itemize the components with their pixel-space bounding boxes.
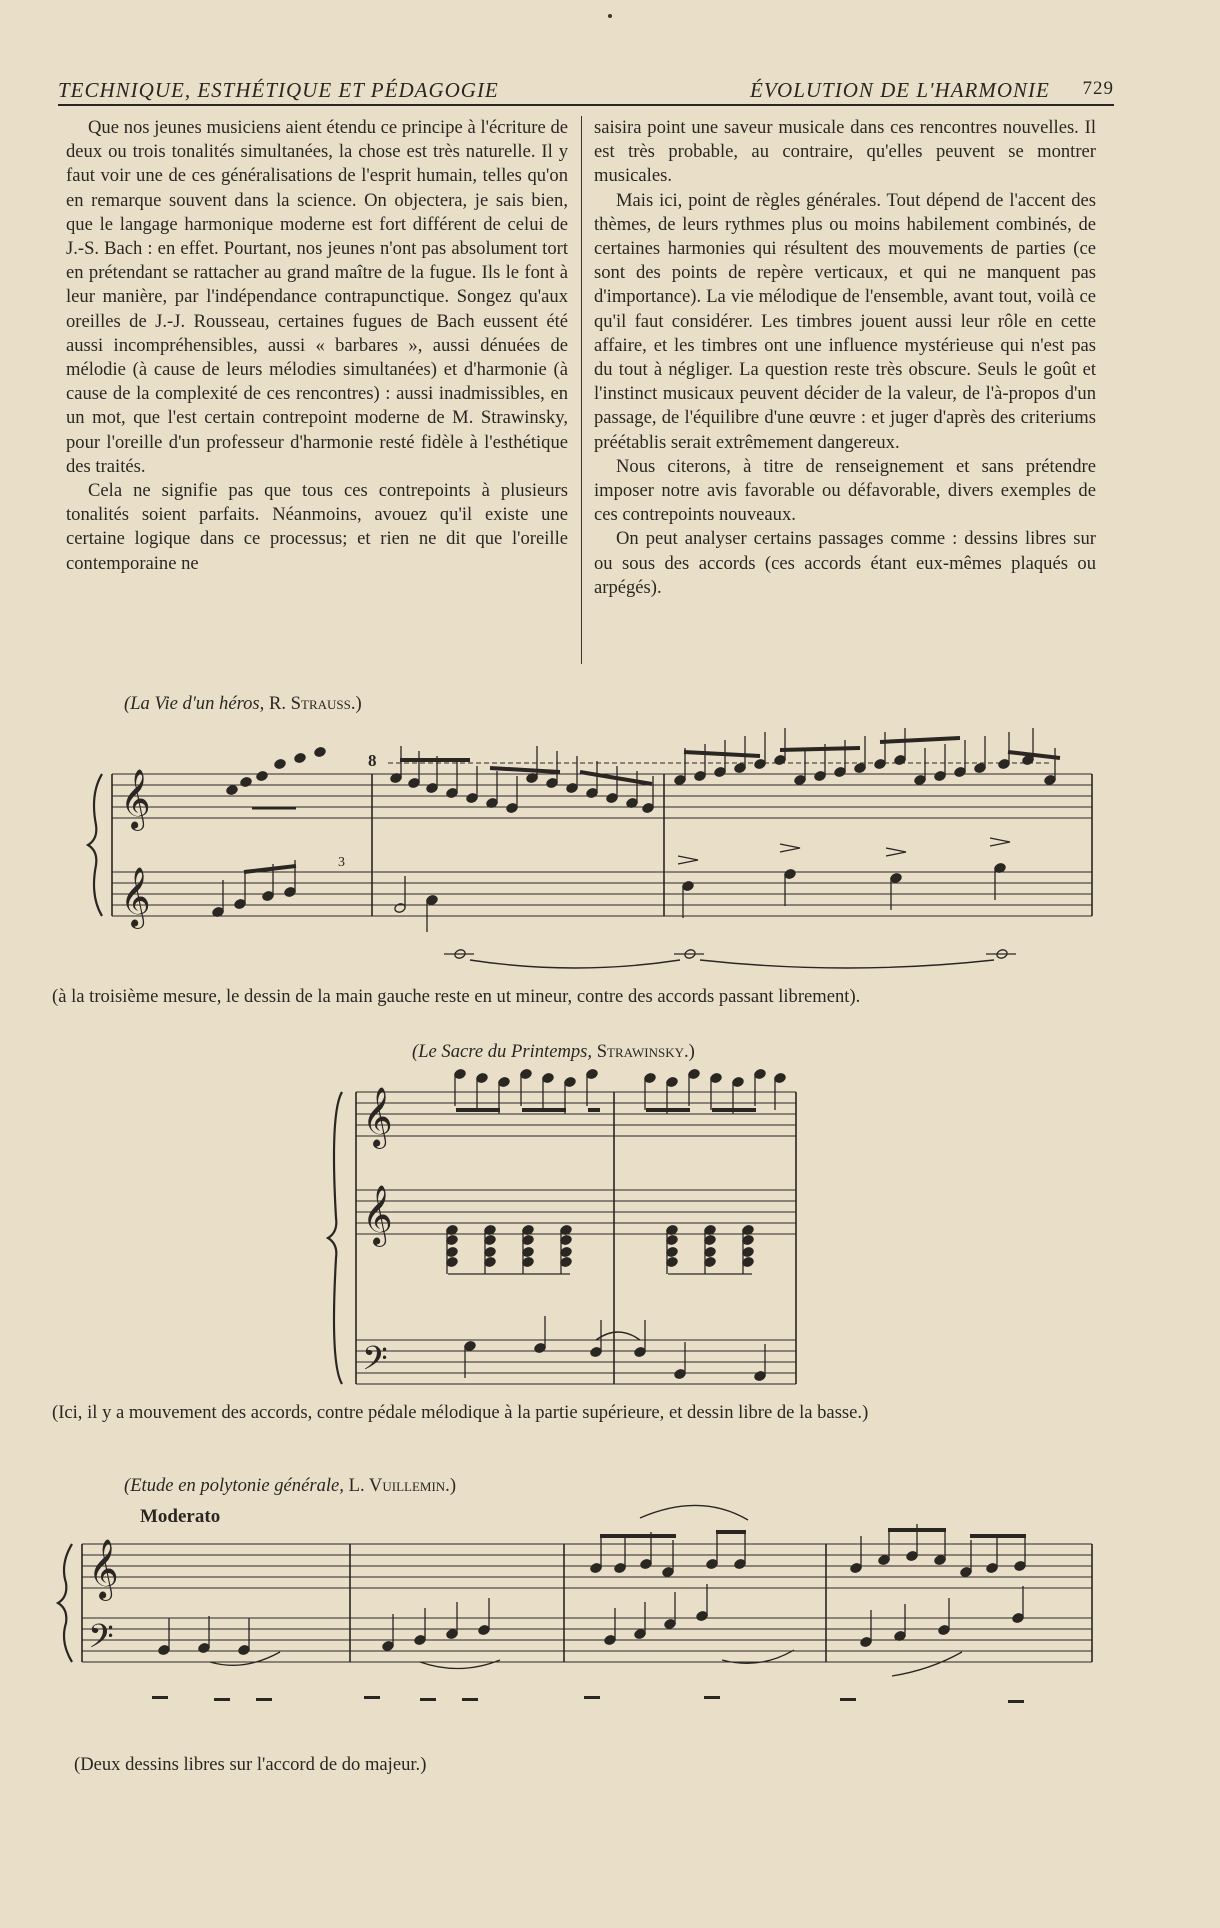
rest-icon [214, 1698, 230, 1701]
treble-clef-icon: 𝄞 [362, 1185, 393, 1245]
accent-icon [990, 838, 1010, 846]
brace [328, 1092, 342, 1384]
treble-clef-icon: 𝄞 [88, 1539, 119, 1599]
octave-mark: 8 [368, 751, 377, 770]
rest-icon [584, 1696, 600, 1699]
paragraph: Nous citerons, à titre de renseignement et sans prétendre imposer notre avis favorable ou défavorable, divers exemples de ces contrepoints nouveaux. [594, 455, 1096, 526]
brace [88, 774, 102, 916]
tie [700, 960, 994, 968]
note-head [240, 776, 253, 787]
bass-clef-icon: 𝄢 [362, 1340, 388, 1386]
note-head [226, 784, 239, 795]
beam [1008, 752, 1060, 758]
beam [780, 748, 860, 750]
accent-icon [780, 844, 800, 852]
accent-icon [678, 856, 698, 864]
beam [490, 768, 560, 772]
paragraph: Mais ici, point de règles générales. Tout dépend de l'accent des thèmes, de leurs rythmes plus ou moins habilement combinés, de certaines harmonies qui résultent des mouvements de parties (ce sont des points de repère verticaux, et qui ne manquent pas d'importance). La vie mélodique de l'ensemble, avant tout, voilà ce qu'il faut considérer. Les timbres jouent aussi leur rôle en cette affaire, et les timbres ont une influence mystérieuse qui n'est pas du tout à négliger. La question reste très obscure. Seuls le goût et l'instinct musicaux peuvent décider de la valeur, de l'à-propos d'un passage, de l'équilibre d'une œuvre : et juger d'après des criteriums préétablis serait extrêmement dangereux. [594, 189, 1096, 453]
paragraph: On peut analyser certains passages comme : dessins libres sur ou sous des accords (ces accords étant eux-mêmes plaqués ou arpégés). [594, 528, 1096, 598]
rest-icon [420, 1698, 436, 1701]
example-2-caption: (Le Sacre du Printemps, Strawinsky.) [412, 1041, 695, 1062]
note-head [256, 770, 269, 781]
tie [596, 1332, 640, 1340]
beam [880, 738, 960, 742]
rest-icon [840, 1698, 856, 1701]
accent-icon [886, 848, 906, 856]
slur [640, 1505, 748, 1520]
tie [470, 960, 680, 968]
rest-icon [364, 1696, 380, 1699]
example-1-caption: (La Vie d'un héros, R. Strauss.) [124, 693, 362, 714]
slur [892, 1652, 962, 1676]
header-left: TECHNIQUE, ESTHÉTIQUE ET PÉDAGOGIE [58, 78, 499, 102]
treble-clef-icon: 𝄞 [362, 1087, 393, 1147]
example-2-note: (Ici, il y a mouvement des accords, contre pédale mélodique à la partie supérieure, et dessin libre de la basse.) [52, 1402, 869, 1423]
page-number: 729 [1082, 78, 1114, 99]
tempo-marking: Moderato [140, 1506, 221, 1527]
beam [684, 752, 760, 756]
example-3-note: (Deux dessins libres sur l'accord de do majeur.) [74, 1754, 427, 1775]
paragraph: Cela ne signifie pas que tous ces contrepoints à plusieurs tonalités soient parfaits. Néanmoins, avouez qu'il existe une certaine logique dans ce processus; et rien ne dit que l'oreille contemporaine ne [66, 480, 568, 574]
slur [722, 1650, 794, 1663]
note-head [314, 746, 327, 757]
header-right: ÉVOLUTION DE L'HARMONIE [750, 78, 1050, 102]
paragraph: Que nos jeunes musiciens aient étendu ce principe à l'écriture de deux ou trois tonalités simultanées, la chose est très naturelle. Il y faut voir une de ces généralisations de l'esprit humain, telles qu'on en remarque souvent dans la science. On objectera, je sais bien, que le langage harmonique moderne est fort différent de celui de J.-S. Bach : en effet. Pourtant, nos jeunes n'ont pas absolument tort en prétendant se rattacher au grand maître de la fugue. Ils le font à leur manière, par l'indépendance contrapunctique. Songez qu'aux oreilles de J.-J. Rousseau, certaines fugues de Bach eussent été aussi incompréhensibles, aussi « barbares », aussi dénuées de mélodie (à cause de leurs mélodies simultanées) et d'harmonie (à cause de la complexité de ces rencontres) : aussi inadmissibles, en un mot, que l'est certain contrepoint moderne de M. Strawinsky, pour l'oreille d'un professeur d'harmonie resté fidèle à l'esthétique des traités. [66, 117, 568, 477]
paragraph: saisira point une saveur musicale dans ces rencontres nouvelles. Il est très probable, au contraire, qu'elles peuvent se montrer musicales. [594, 117, 1096, 187]
example-3-caption: (Etude en polytonie générale, L. Vuillemin.) [124, 1475, 457, 1496]
rest-icon [1008, 1700, 1024, 1703]
rest-icon [256, 1698, 272, 1701]
triplet-mark: 3 [338, 855, 345, 870]
rest-icon [152, 1696, 168, 1699]
rest-icon [704, 1696, 720, 1699]
note-head [294, 752, 307, 763]
rest-icon [462, 1698, 478, 1701]
example-1-note: (à la troisième mesure, le dessin de la main gauche reste en ut mineur, contre des accords passant librement). [52, 986, 861, 1007]
slur [420, 1660, 500, 1669]
beam [244, 866, 296, 872]
treble-clef-icon: 𝄞 [120, 769, 151, 829]
brace [58, 1544, 72, 1662]
treble-clef-icon: 𝄞 [120, 867, 151, 927]
bass-clef-icon: 𝄢 [88, 1618, 114, 1664]
note-head [274, 758, 287, 769]
